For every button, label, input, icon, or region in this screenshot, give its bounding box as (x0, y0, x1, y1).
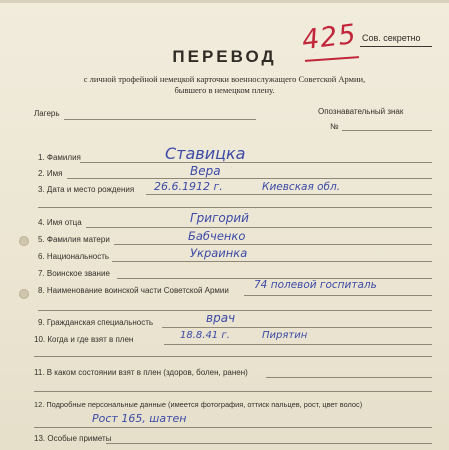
unit-line (244, 295, 432, 296)
birth-line (146, 194, 432, 195)
punch-hole (19, 289, 29, 299)
surname-label: 1. Фамилия (38, 153, 81, 162)
nationality-line (112, 261, 432, 262)
captured-label: 10. Когда и где взят в плен (34, 335, 134, 344)
captured-date-value: 18.8.41 г. (180, 330, 230, 341)
condition-line (266, 377, 432, 378)
camp-label: Лагерь (34, 109, 60, 118)
page-subtitle (0, 74, 449, 96)
profession-line (162, 327, 432, 328)
nationality-label: 6. Национальность (38, 252, 110, 261)
condition-label: 11. В каком состоянии взят в плен (здоров, болен, ранен) (34, 368, 248, 377)
page-title: ПЕРЕВОД (172, 47, 277, 66)
birth-date-value: 26.6.1912 г. (154, 180, 223, 193)
tag-number-line (342, 130, 432, 131)
surname-line (80, 162, 432, 163)
profession-label: 9. Гражданская специальность (38, 318, 154, 327)
condition-line-2 (34, 391, 432, 392)
mother-label: 5. Фамилия матери (38, 235, 110, 244)
unit-value: 74 полевой госпиталь (254, 279, 377, 291)
marks-label: 13. Особые приметы (34, 434, 112, 443)
personal-line (34, 427, 432, 428)
nationality-value: Украинка (190, 246, 248, 260)
archive-number: 425 (300, 18, 359, 57)
unit-label: 8. Наименование воинской части Советской Армии (38, 286, 229, 295)
personal-value: Рост 165, шатен (92, 412, 187, 425)
name-value: Вера (190, 164, 221, 178)
marks-line (106, 443, 432, 444)
birth-label: 3. Дата и место рождения (38, 185, 135, 194)
captured-line (164, 344, 432, 345)
father-label: 4. Имя отца (38, 218, 82, 227)
rank-label: 7. Воинское звание (38, 269, 110, 278)
camp-line (64, 119, 256, 120)
punch-hole (19, 236, 29, 246)
captured-line-2 (34, 356, 432, 357)
birth-line-2 (38, 207, 432, 208)
subtitle-line-2: бывшего в немецком плену. (174, 85, 275, 95)
name-label: 2. Имя (38, 169, 63, 178)
page-edge (0, 0, 449, 3)
mother-line (114, 244, 432, 245)
personal-label: 12. Подробные персональные данные (имеется фотография, оттиск пальцев, рост, цвет волос) (34, 400, 363, 409)
captured-place-value: Пирятин (262, 330, 308, 341)
birth-place-value: Киевская обл. (262, 181, 341, 193)
surname-value: Ставицка (165, 144, 246, 163)
father-value: Григорий (190, 211, 249, 225)
mother-value: Бабченко (188, 229, 246, 243)
classification-label: Сов. секретно (362, 33, 421, 43)
subtitle-line-1: с личной трофейной немецкой карточки военнослужащего Советской Армии, (83, 74, 366, 84)
tag-number-label: № (330, 122, 339, 131)
profession-value: врач (206, 311, 236, 325)
name-line (67, 178, 432, 179)
tag-label: Опознавательный знак (318, 107, 404, 116)
father-line (86, 227, 432, 228)
